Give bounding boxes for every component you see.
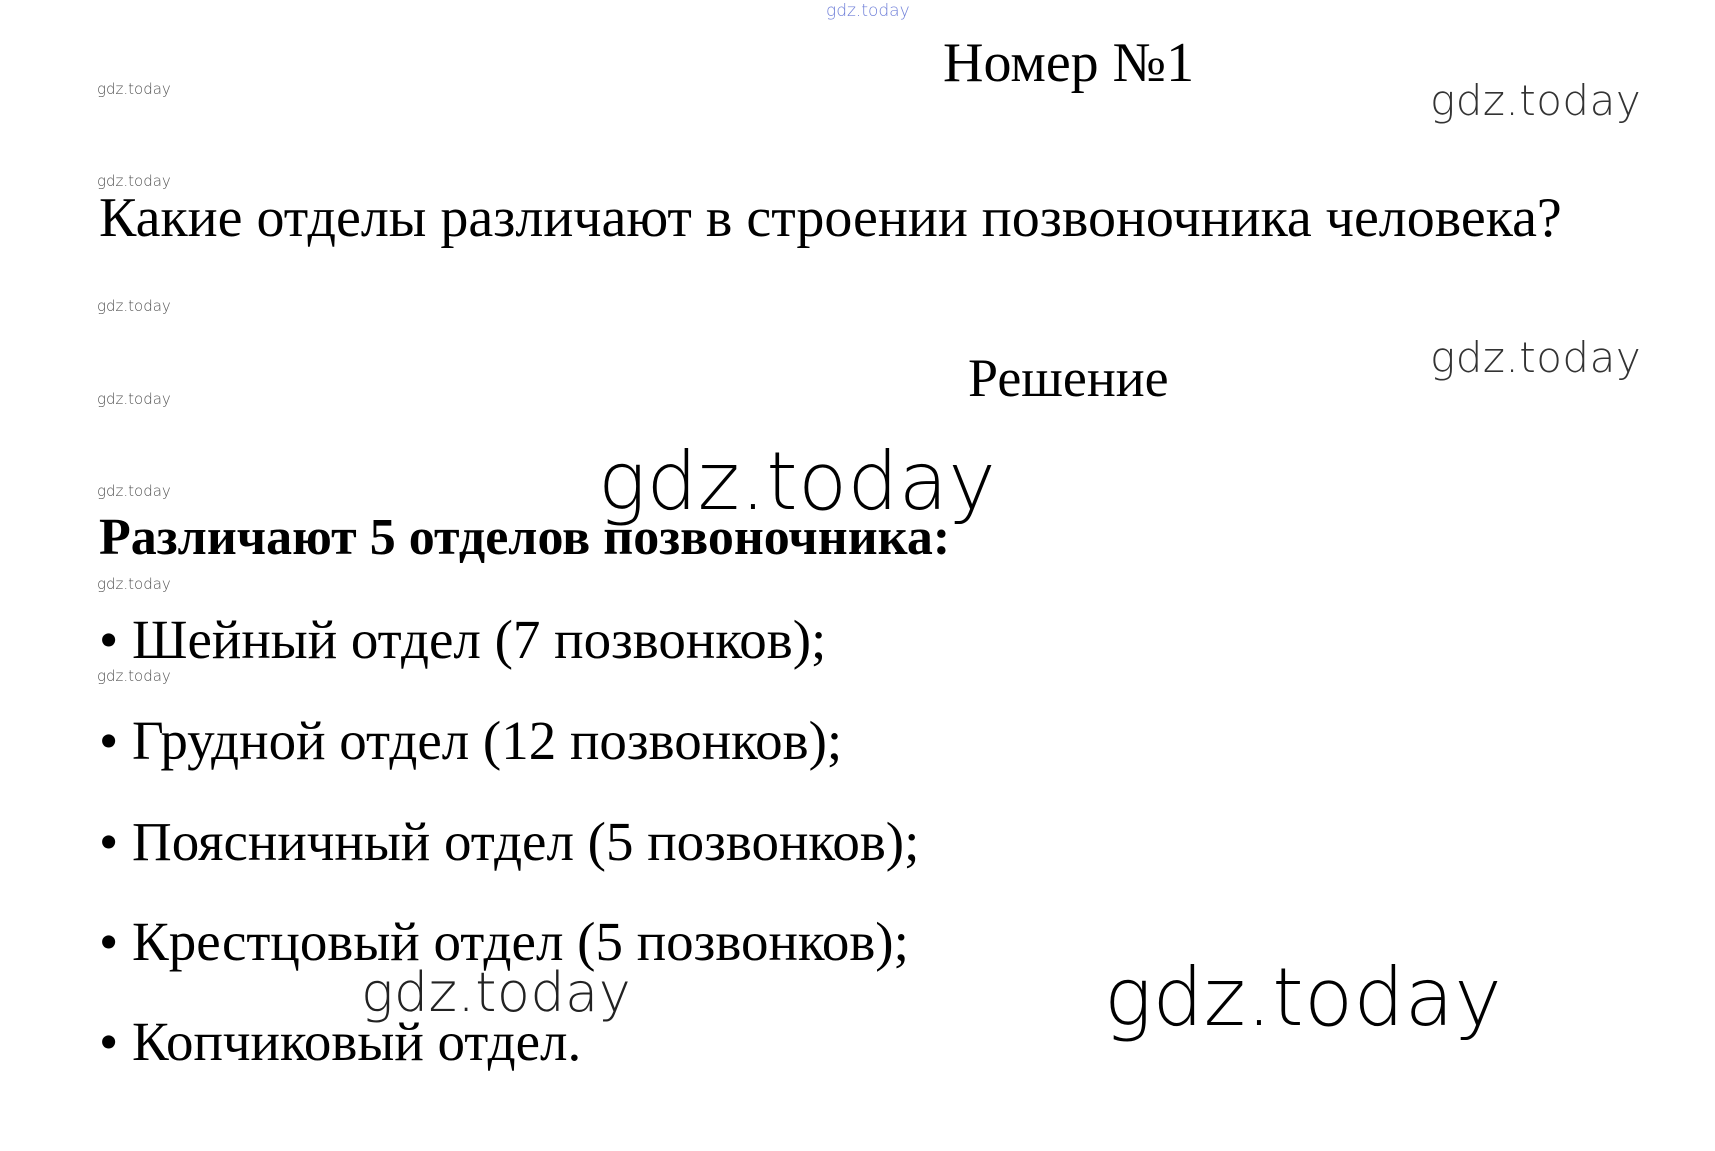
- watermark-small: gdz.today: [97, 390, 171, 408]
- watermark-small: gdz.today: [97, 575, 171, 593]
- question-text: Какие отделы различают в строении позвоночника человека?: [99, 187, 1562, 249]
- watermark-center-large: gdz.today: [598, 435, 997, 528]
- answer-item: • Шейный отдел (7 позвонков);: [99, 609, 827, 670]
- watermark-small: gdz.today: [97, 482, 171, 500]
- watermark-lower: gdz.today: [361, 961, 632, 1024]
- answer-item: • Крестцовый отдел (5 позвонков);: [99, 911, 909, 972]
- answer-item: • Копчиковый отдел.: [99, 1011, 582, 1072]
- answer-item: • Грудной отдел (12 позвонков);: [99, 710, 843, 771]
- answer-item: • Поясничный отдел (5 позвонков);: [99, 811, 920, 872]
- watermark-small: gdz.today: [97, 172, 171, 190]
- watermark-small: gdz.today: [97, 80, 171, 98]
- answer-intro: Различают 5 отделов позвоночника:: [99, 509, 951, 566]
- page-title: Номер №1: [943, 32, 1195, 94]
- watermark-small: gdz.today: [97, 667, 171, 685]
- watermark-right: gdz.today: [1430, 76, 1642, 125]
- watermark-lower-right-large: gdz.today: [1104, 951, 1503, 1044]
- watermark-small: gdz.today: [97, 297, 171, 315]
- solution-heading: Решение: [968, 348, 1169, 408]
- watermark-right: gdz.today: [1430, 333, 1642, 382]
- watermark-top: gdz.today: [826, 1, 910, 21]
